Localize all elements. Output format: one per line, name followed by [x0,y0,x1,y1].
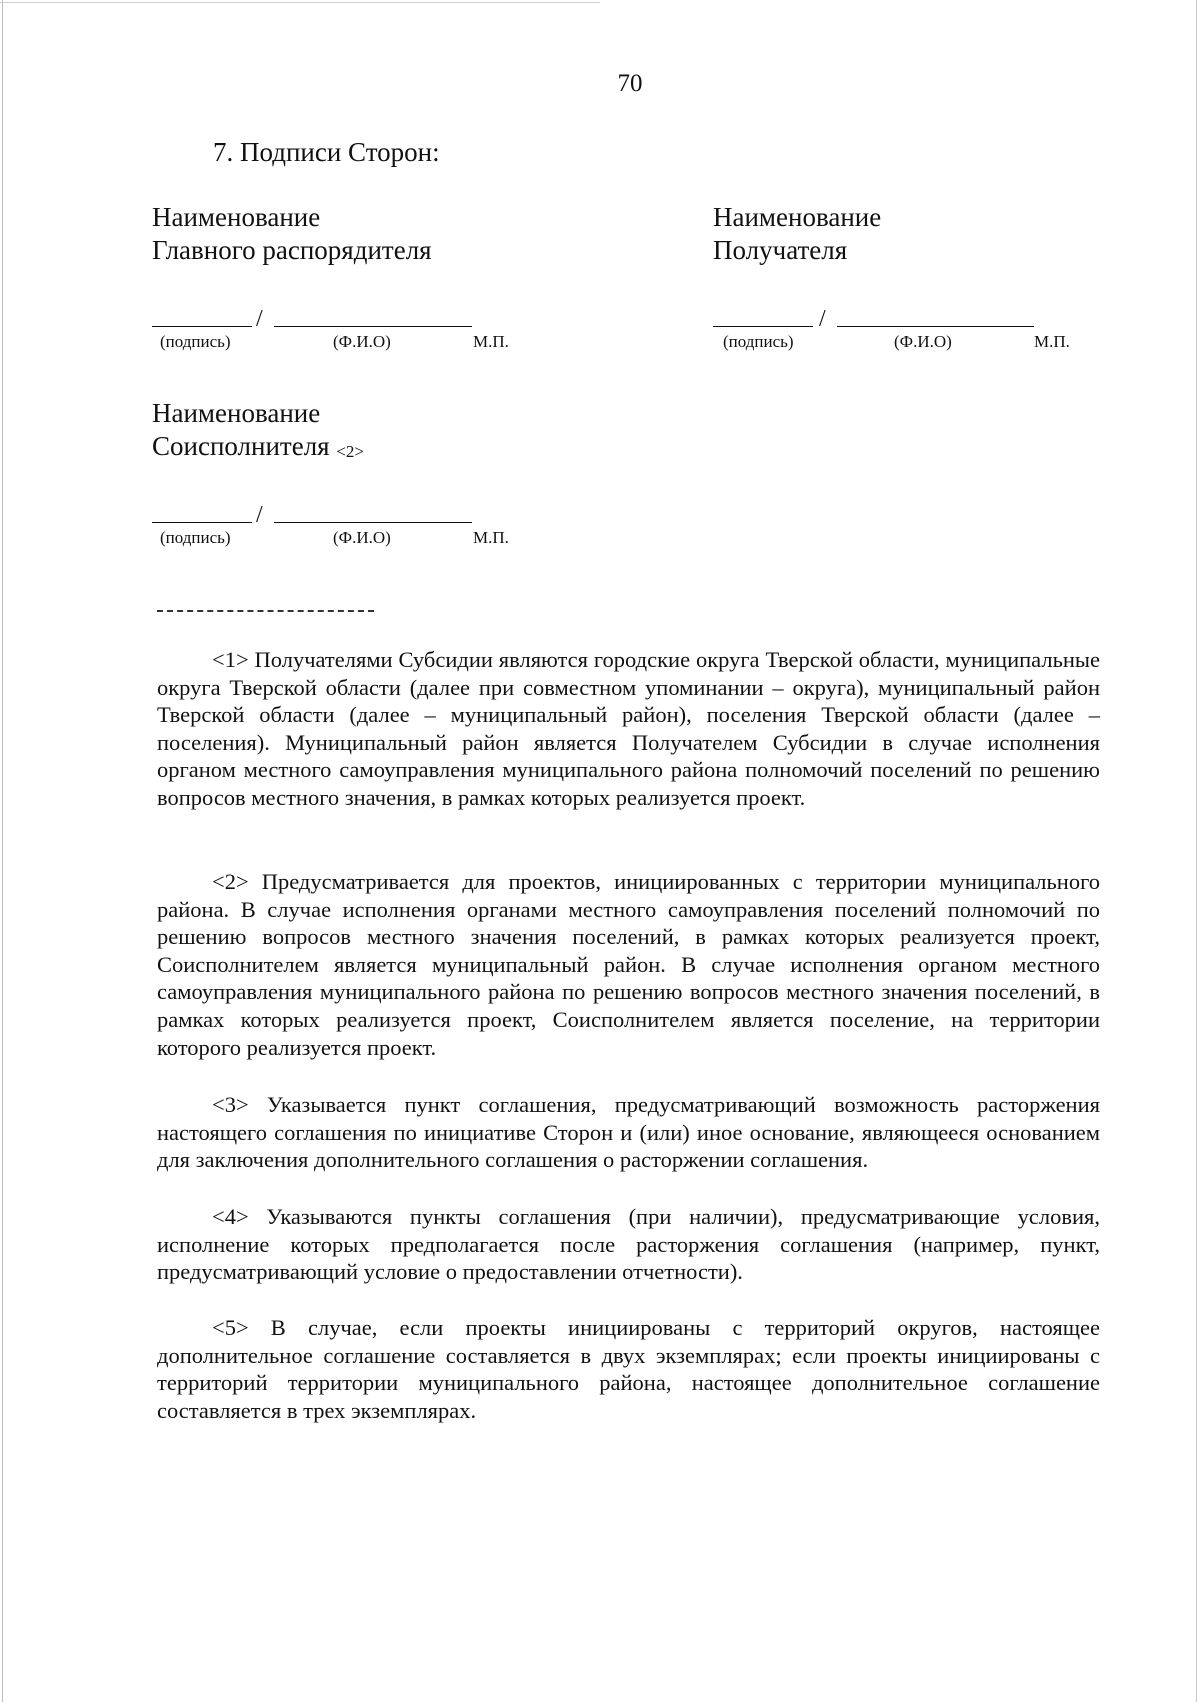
signature-caption: (подпись) [723,332,794,351]
name-caption: (Ф.И.О) [333,332,391,351]
signature-caption: (подпись) [160,528,231,547]
name-caption: (Ф.И.О) [333,528,391,547]
party-co-executor-line1: Наименование [152,398,321,428]
party-co-executor-line2: Соисполнителя [152,431,330,461]
signature-line [152,326,252,327]
signature-row-recipient [711,306,1081,356]
footnote-1: <1> Получателями Субсидии являются городские округа Тверской области, муниципальные округа Тверской области (далее при совместном упоминании – округа), муниципальный район Тверской области (далее – муниципальный район), поселения Тверской области (далее – поселения). Муниципальный район является Получателем Субсидии в случае исполнения органом местного самоуправления муниципального района полномочий поселений по решению вопросов местного значения, в рамках которых реализуется проект. [157,647,1100,810]
seal-caption: М.П. [473,528,509,547]
page-number: 70 [617,70,643,97]
footnote-4: <4> Указываются пункты соглашения (при наличии), предусматривающие условия, исполнение которых предполагается после расторжения соглашения (например, пункт, предусматривающий условие о предоставлении отчетности). [157,1204,1100,1285]
party-main-manager-line2: Главного распорядителя [152,235,432,265]
footnote-divider [157,610,374,612]
party-recipient [713,201,881,267]
footnote-5: <5> В случае, если проекты инициированы с территорий округов, настоящее дополнительное соглашение составляется в двух экземплярах; если проекты инициированы с территорий территории муниципального района, настоящее дополнительное соглашение составляется в трех экземплярах. [157,1315,1100,1423]
name-line [274,326,472,327]
scan-edge-right [1196,0,1197,1702]
name-line [837,326,1034,327]
party-recipient-line1: Наименование [713,202,882,232]
slash-separator: / [256,306,263,332]
signature-line [713,326,813,327]
name-line [274,522,472,523]
slash-separator: / [819,306,826,332]
party-recipient-line2: Получателя [713,235,848,265]
seal-caption: М.П. [473,332,509,351]
signature-caption: (подпись) [160,332,231,351]
party-co-executor-line2-wrap [152,430,364,468]
name-caption: (Ф.И.О) [894,332,952,351]
signature-row-co-executor [150,502,520,552]
section-title: 7. Подписи Сторон: [213,137,440,167]
footnote-3: <3> Указывается пункт соглашения, предусматривающий возможность расторжения настоящего соглашения по инициативе Сторон и (или) иное основание, являющееся основанием для заключения дополнительного соглашения о расторжении соглашения. [157,1092,1100,1173]
footnote-2: <2> Предусматривается для проектов, инициированных с территории муниципального района. В случае исполнения органами местного самоуправления поселений полномочий по решению вопросов местного значения поселений, в рамках которых реализуется проект, Соисполнителем является муниципальный район. В случае исполнения органом местного самоуправления муниципального района по решению вопросов местного значения поселений, в рамках которых реализуется проект, Соисполнителем является поселение, на территории которого реализуется проект. [157,869,1100,1060]
scan-edge-left [2,0,3,1702]
party-main-manager-line1: Наименование [152,202,321,232]
party-co-executor [152,397,364,468]
scan-edge-top [0,2,600,3]
slash-separator: / [256,502,263,528]
party-main-manager [152,201,432,267]
seal-caption: М.П. [1034,332,1070,351]
signature-row-main-manager [150,306,520,356]
signature-line [152,522,252,523]
footnote-ref-2: <2> [336,442,365,461]
